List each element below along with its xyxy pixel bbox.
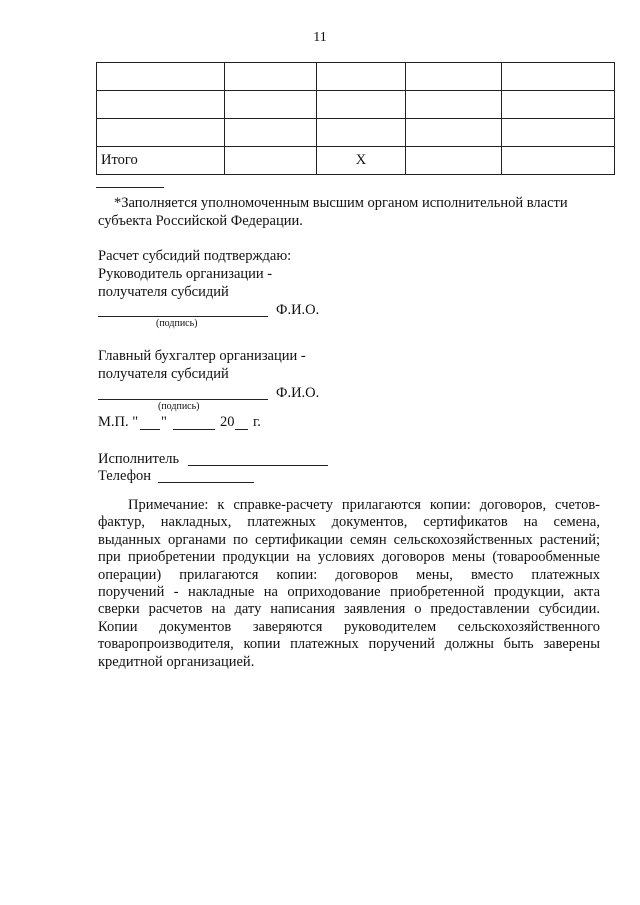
head-signature-line[interactable] <box>98 316 268 317</box>
accountant-signature-caption: (подпись) <box>158 401 200 412</box>
table-cell <box>225 147 317 175</box>
table-cell <box>225 119 317 147</box>
stamp-month-line[interactable] <box>173 429 215 430</box>
stamp-year-line[interactable] <box>235 429 248 430</box>
table-cell <box>406 119 502 147</box>
note-line: Примечание: к справке-расчету прилагаются копии: договоров, счетов- <box>128 497 600 513</box>
accountant-recipient-label: получателя субсидий <box>98 366 229 382</box>
table-cell <box>97 63 225 91</box>
head-signature-caption: (подпись) <box>156 318 198 329</box>
note-paragraph <box>98 497 600 671</box>
footnote-text-line1: *Заполняется уполномоченным высшим органом исполнительной власти <box>114 195 568 211</box>
note-line: выданных органами по сертификации семян сельскохозяйственных растений; <box>98 531 600 548</box>
table-cell <box>225 91 317 119</box>
table-cell-total-label: Итого <box>97 147 225 175</box>
note-line: операции) прилагаются копии: договоров мены, вместо платежных <box>98 566 600 583</box>
recipient-label: получателя субсидий <box>98 284 229 300</box>
head-fio-label: Ф.И.О. <box>276 302 320 318</box>
phone-label: Телефон <box>98 468 151 484</box>
table-cell-x-mark: Х <box>317 147 406 175</box>
phone-line[interactable] <box>158 482 254 483</box>
note-line: сверки расчетов на дату написания заявления о предоставлении субсидии. <box>98 601 600 618</box>
note-line: товаропроизводителя, копии платежных поручений должны быть заверены <box>98 636 600 653</box>
stamp-mp-label: М.П. " <box>98 414 139 430</box>
chief-accountant-label: Главный бухгалтер организации - <box>98 348 306 364</box>
table-cell <box>406 63 502 91</box>
table-total-row <box>97 147 615 175</box>
executor-line[interactable] <box>188 465 328 466</box>
table-cell <box>317 63 406 91</box>
table-cell <box>502 91 615 119</box>
table-cell <box>97 91 225 119</box>
executor-label: Исполнитель <box>98 451 180 467</box>
footnote-text-line2: субъекта Российской Федерации. <box>98 213 303 229</box>
note-line: Копии документов заверяются руководителем сельскохозяйственного <box>98 618 600 635</box>
note-line: кредитной организацией. <box>98 653 255 670</box>
accountant-fio-label: Ф.И.О. <box>276 385 320 401</box>
stamp-year-prefix: 20 <box>220 414 235 430</box>
accountant-signature-line[interactable] <box>98 399 268 400</box>
note-line: поручений - накладные на оприходование приобретенной продукции, акта <box>98 584 600 601</box>
note-line: при приобретении продукции на условиях договоров мены (товарообменные <box>98 549 600 566</box>
note-line: фактур, накладных, платежных документов, сертификатов на семена, <box>98 514 600 531</box>
confirm-heading: Расчет субсидий подтверждаю: <box>98 248 292 264</box>
table-cell <box>502 147 615 175</box>
footnote-divider <box>96 187 164 188</box>
table-cell <box>406 147 502 175</box>
table-cell <box>317 91 406 119</box>
table-row <box>97 91 615 119</box>
stamp-year-suffix: г. <box>253 414 261 430</box>
subsidy-table <box>96 62 615 175</box>
table-cell <box>97 119 225 147</box>
page-number: 11 <box>313 30 327 45</box>
table-cell <box>406 91 502 119</box>
table-row <box>97 119 615 147</box>
table-cell <box>225 63 317 91</box>
stamp-quote-close: " <box>161 414 167 430</box>
table-cell <box>317 119 406 147</box>
table-row <box>97 63 615 91</box>
table-cell <box>502 63 615 91</box>
stamp-day-line[interactable] <box>140 429 160 430</box>
head-of-org-label: Руководитель организации - <box>98 266 273 282</box>
table-cell <box>502 119 615 147</box>
